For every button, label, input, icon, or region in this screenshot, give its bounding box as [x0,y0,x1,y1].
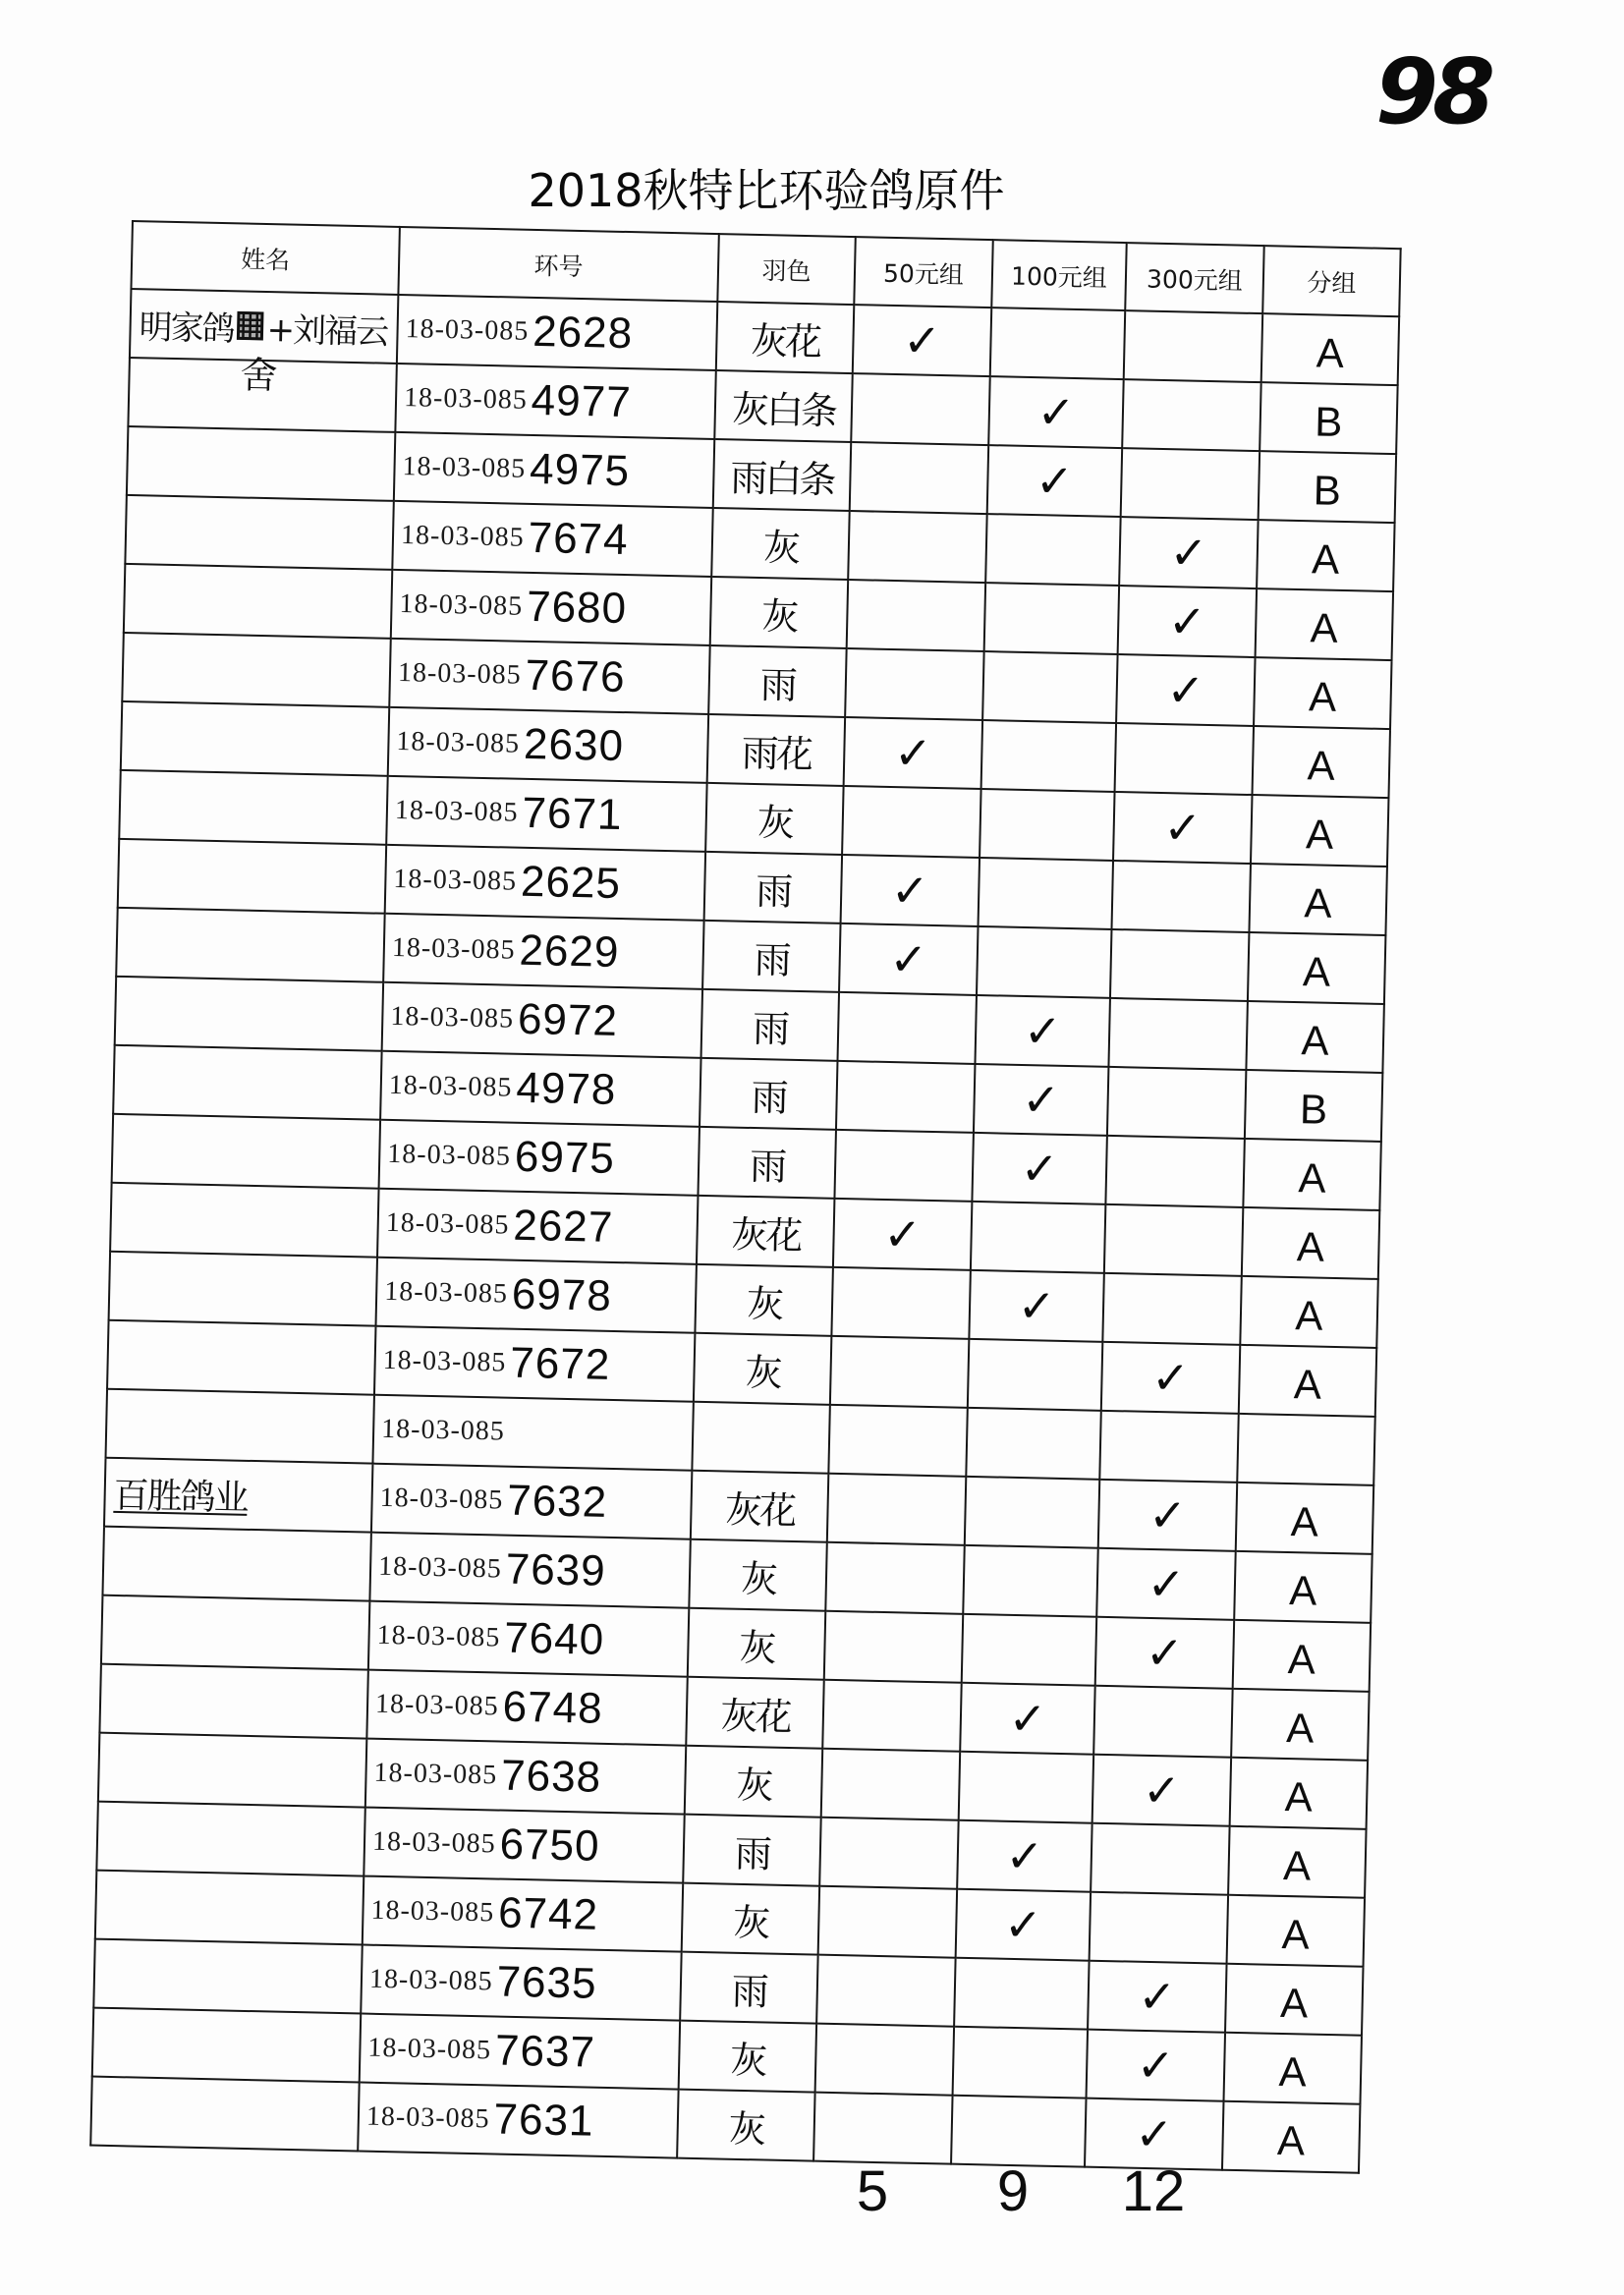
feather-color-cell: 雨 [683,1815,820,1886]
ring-prefix: 18-03-085 [400,520,526,553]
feather-color-cell: 雨 [698,1127,835,1199]
division-cell: A [1223,2033,1361,2104]
owner-name [113,1116,379,1187]
ring-number: 7638 [500,1751,602,1802]
ring-cell [394,432,714,508]
ring-prefix: 18-03-085 [365,2100,490,2135]
ring-prefix: 18-03-085 [382,1344,507,1378]
owner-name [96,1873,363,1943]
ring-cell [392,501,712,577]
feather-color-cell: 雨花 [707,714,845,786]
division-cell: A [1236,1483,1373,1554]
ring-cell [388,707,708,783]
check-300-cell: ✓ [1098,1480,1237,1551]
header-group-100: 100元组 [991,240,1126,310]
header-group-300: 300元组 [1125,243,1263,313]
check-100-cell: ✓ [987,445,1122,517]
feather-color-cell: 雨白条 [713,439,851,511]
feather-color-cell: 灰 [705,783,843,855]
page-number: 98 [1375,39,1490,144]
feather-color-cell: 灰 [682,1883,819,1955]
check-300-cell: ✓ [1092,1755,1231,1826]
check-50-cell [850,442,988,514]
ring-cell [371,1464,692,1539]
check-300-cell: ✓ [1119,517,1258,588]
check-50-cell [827,1474,966,1545]
division-cell [1237,1414,1374,1485]
ring-prefix: 18-03-085 [402,451,527,484]
ring-prefix: 18-03-085 [379,1482,504,1516]
owner-cell [93,1939,362,2014]
total-100: 9 [996,2159,1030,2223]
check-100-cell: ✓ [972,1133,1106,1204]
ring-number: 7674 [528,513,630,565]
ring-verification-table [89,220,1401,2174]
division-cell: A [1230,1758,1368,1829]
ring-number: 6742 [497,1888,599,1939]
feather-color-cell: 雨 [701,989,839,1061]
owner-cell [122,633,390,707]
ring-number [508,1408,509,1456]
header-division: 分组 [1262,246,1400,316]
check-50-cell [828,1405,967,1477]
check-100-cell [971,1202,1105,1273]
division-cell: A [1248,932,1385,1004]
ring-number: 7637 [494,2026,596,2077]
feather-color-cell: 灰 [694,1333,831,1405]
table-body [90,289,1399,2173]
ring-prefix: 18-03-085 [394,794,519,828]
check-300-cell [1122,379,1260,451]
owner-name-text: 明家鸽 [139,307,235,349]
owner-name [102,1597,368,1668]
owner-name [120,772,386,843]
owner-name [131,291,397,398]
ring-cell [369,1533,690,1608]
division-cell: A [1231,1689,1369,1761]
check-50-cell: ✓ [839,924,978,995]
ring-cell [380,1051,700,1127]
ring-prefix: 18-03-085 [403,382,529,416]
ring-cell [363,1876,683,1952]
ring-cell [389,639,709,714]
check-100-cell: ✓ [988,376,1123,448]
check-100-cell [965,1477,1099,1548]
division-cell: A [1256,588,1393,660]
check-300-cell: ✓ [1096,1548,1235,1620]
feather-color-cell: 灰花 [697,1196,834,1267]
ring-prefix: 18-03-085 [386,1138,512,1172]
check-300-cell: ✓ [1095,1617,1234,1689]
ring-number: 7640 [503,1613,605,1664]
feather-color-cell [692,1402,829,1474]
ring-number: 7635 [496,1957,598,2008]
owner-name [104,1529,370,1599]
ring-number: 7631 [493,2095,594,2146]
check-100-cell [954,1958,1089,2030]
ring-cell [382,982,702,1058]
feather-color-cell: 雨 [680,1952,817,2024]
division-cell: B [1245,1070,1382,1142]
check-50-cell [818,1886,957,1958]
check-100-cell [980,789,1114,861]
check-100-cell [990,308,1125,379]
division-cell: A [1243,1139,1380,1210]
check-50-cell [842,786,980,858]
feather-color-cell: 雨 [708,645,846,717]
check-50-cell [845,648,983,720]
ring-cell [383,914,703,989]
ring-prefix: 18-03-085 [397,657,522,691]
check-50-cell [847,580,985,651]
check-50-cell [824,1611,963,1683]
division-cell: A [1261,313,1399,385]
ring-number: 7639 [505,1544,607,1595]
division-cell: A [1240,1276,1377,1348]
owner-name [105,1460,371,1531]
ring-prefix: 18-03-085 [376,1619,501,1653]
ring-cell [368,1601,689,1677]
ring-number: 2629 [519,925,620,978]
check-300-cell [1121,448,1260,520]
check-100-cell [984,583,1119,654]
check-300-cell [1104,1204,1243,1276]
header-feather-color: 羽色 [717,234,855,305]
owner-name [119,841,385,912]
check-100-cell: ✓ [957,1820,1092,1892]
check-50-cell [848,511,986,583]
owner-cell [113,1045,381,1120]
owner-name [122,703,388,774]
check-300-cell [1090,1892,1228,1964]
division-cell: A [1251,795,1388,867]
check-100-cell: ✓ [956,1889,1091,1961]
ring-prefix: 18-03-085 [368,1963,493,1997]
owner-cell [96,1802,364,1876]
check-50-cell [825,1542,964,1614]
check-50-cell [851,373,989,445]
ring-number: 2627 [512,1201,614,1252]
division-cell: A [1234,1551,1372,1623]
owner-cell [92,2008,361,2083]
check-300-cell [1108,998,1247,1070]
division-cell: A [1233,1620,1371,1692]
ring-cell [379,1120,700,1196]
ring-prefix: 18-03-085 [370,1894,495,1929]
check-50-cell [819,1818,958,1889]
check-300-cell: ✓ [1113,792,1252,864]
ring-number: 2625 [520,857,622,909]
feather-color-cell: 灰 [711,508,849,580]
owner-cell [95,1871,364,1945]
ring-prefix: 18-03-085 [388,1069,513,1103]
ring-number: 6748 [502,1682,604,1733]
feather-color-cell: 雨 [702,921,840,992]
ring-number: 7676 [525,650,627,702]
check-50-cell [821,1749,960,1820]
feather-color-cell: 灰 [685,1746,822,1818]
check-300-cell: ✓ [1085,2099,1223,2170]
check-50-cell: ✓ [844,717,982,789]
division-cell: A [1239,1345,1376,1417]
check-50-cell [836,1061,975,1133]
check-300-cell [1124,310,1262,382]
header-owner: 姓名 [131,221,399,295]
owner-cell [99,1664,367,1739]
owner-cell [124,564,392,639]
check-300-cell: ✓ [1087,2030,1225,2101]
owner-cell [107,1320,375,1395]
feather-color-cell: 灰 [677,2090,814,2161]
division-cell: A [1253,726,1390,798]
ring-cell [376,1258,697,1333]
owner-name [126,497,392,568]
header-group-50: 50元组 [854,237,992,308]
check-300-cell [1099,1411,1238,1483]
check-100-cell [953,2027,1088,2099]
division-cell: A [1257,520,1394,591]
check-300-cell [1115,723,1254,795]
owner-cell [110,1183,378,1258]
owner-name-text: 百胜鸽业 [113,1475,249,1519]
feather-color-cell: 灰花 [716,302,854,373]
check-50-cell [831,1267,970,1339]
ring-prefix: 18-03-085 [373,1757,498,1791]
owner-name [93,2010,360,2081]
owner-name [128,428,394,499]
ring-number: 2628 [532,307,634,359]
feather-color-cell: 雨 [700,1058,837,1130]
owner-cell [118,839,386,914]
owner-cell [115,977,383,1051]
check-100-cell: ✓ [960,1683,1094,1755]
ring-cell [377,1189,698,1264]
check-100-cell: ✓ [969,1270,1103,1342]
check-300-cell: ✓ [1101,1342,1240,1414]
division-cell: A [1242,1207,1379,1279]
owner-name [125,566,391,637]
check-300-cell [1093,1686,1232,1758]
ring-number: 6750 [499,1819,601,1871]
owner-name [114,1047,380,1118]
form-sheet [89,220,1399,2174]
ring-cell [385,845,705,921]
ring-cell [397,295,717,370]
owner-cell [130,289,398,398]
check-100-cell [959,1752,1093,1823]
ring-cell [364,1808,684,1883]
ring-number: 4977 [531,375,633,427]
check-100-cell: ✓ [974,1064,1108,1136]
division-cell: A [1249,864,1386,935]
owner-cell [125,495,393,570]
check-100-cell: ✓ [975,995,1109,1067]
owner-cell [106,1389,374,1464]
strikeout-mark [234,308,266,344]
ring-prefix: 18-03-085 [371,1825,497,1860]
feather-color-cell: 灰花 [686,1677,823,1749]
ring-prefix: 18-03-085 [367,2032,492,2066]
owner-name [97,1804,364,1875]
owner-cell [127,426,395,501]
ring-cell [391,570,711,645]
check-100-cell [962,1614,1096,1686]
ring-number: 6972 [517,994,619,1045]
division-cell: A [1228,1826,1366,1898]
owner-name [123,635,389,705]
owner-cell [112,1114,380,1189]
ring-number: 6978 [511,1269,613,1320]
ring-cell [374,1326,695,1402]
check-300-cell [1110,929,1249,1001]
division-cell: A [1246,1001,1383,1073]
owner-cell [101,1595,369,1670]
check-50-cell: ✓ [853,305,991,376]
check-100-cell [968,1339,1102,1411]
owner-cell [109,1252,377,1326]
ring-number: 7671 [522,788,623,840]
division-cell: A [1222,2101,1360,2173]
owner-name [100,1666,366,1737]
check-100-cell [963,1545,1097,1617]
owner-cell [104,1458,372,1533]
check-50-cell [815,2024,954,2096]
feather-color-cell: 灰 [679,2021,816,2093]
total-50: 5 [856,2159,889,2223]
check-50-cell: ✓ [841,855,980,926]
ring-cell [361,1945,681,2021]
feather-color-cell: 灰白条 [714,370,852,442]
feather-color-cell: 灰 [688,1608,825,1680]
ring-prefix: 18-03-085 [391,931,516,966]
ring-prefix: 18-03-085 [377,1550,503,1585]
check-50-cell [816,1955,955,2027]
check-300-cell [1111,861,1250,932]
feather-color-cell: 灰 [695,1264,832,1336]
owner-name [111,1185,377,1256]
ring-number: 7632 [506,1476,608,1527]
feather-color-cell: 灰 [710,577,848,648]
owner-name [108,1322,374,1393]
ring-cell [372,1395,693,1471]
owner-name [91,2079,358,2150]
ring-number: 4975 [529,444,631,496]
ring-prefix: 18-03-085 [393,863,518,897]
owner-name [94,1941,361,2012]
ring-prefix: 18-03-085 [390,1000,515,1035]
ring-prefix: 18-03-085 [385,1206,510,1241]
feather-color-cell: 灰 [689,1539,826,1611]
division-cell: B [1259,451,1396,523]
check-100-cell [977,926,1111,998]
check-300-cell [1102,1273,1241,1345]
ring-prefix: 18-03-085 [405,313,530,347]
owner-name [99,1735,365,1806]
ring-number: 7680 [526,582,628,634]
ring-prefix: 18-03-085 [396,726,521,759]
division-cell: A [1227,1895,1365,1967]
co-owner-name-text: +刘福云 [266,309,388,353]
owner-name [110,1254,376,1324]
document-title: 2018秋特比环验鸽原件 [528,164,1005,217]
check-100-cell [982,651,1117,723]
feather-color-cell: 雨 [704,852,842,924]
division-cell: A [1225,1964,1363,2036]
owner-cell [90,2077,359,2152]
check-100-cell [985,514,1120,586]
owner-cell [116,908,384,982]
check-300-cell [1105,1136,1244,1207]
check-300-cell: ✓ [1116,654,1255,726]
check-100-cell [981,720,1116,792]
owner-cell [98,1733,366,1808]
division-cell: B [1260,382,1397,454]
check-100-cell [951,2096,1086,2167]
ring-cell [395,364,715,439]
ring-cell [358,2083,678,2158]
check-50-cell [822,1680,961,1752]
check-300-cell: ✓ [1088,1961,1226,2033]
ring-cell [365,1739,686,1815]
ring-cell [386,776,706,852]
check-50-cell [834,1130,973,1202]
owner-name [107,1391,373,1462]
check-100-cell [966,1408,1100,1480]
ring-number: 7672 [509,1338,611,1389]
owner-cell [119,770,387,845]
ring-prefix: 18-03-085 [380,1413,506,1447]
check-50-cell [813,2093,952,2164]
ring-number: 4978 [515,1063,617,1114]
owner-name-continuation: 舍 [240,353,279,398]
ring-cell [360,2014,680,2090]
owner-cell [121,701,389,776]
division-cell: A [1254,657,1391,729]
check-300-cell: ✓ [1118,586,1257,657]
check-300-cell [1091,1823,1229,1895]
owner-cell [102,1527,370,1601]
check-300-cell [1107,1067,1246,1139]
header-ring-number: 环号 [398,227,718,302]
ring-prefix: 18-03-085 [374,1688,500,1722]
ring-cell [366,1670,687,1746]
ring-prefix: 18-03-085 [399,588,524,622]
ring-number: 2630 [523,719,625,771]
check-100-cell [979,858,1113,929]
feather-color-cell: 灰花 [691,1471,828,1542]
total-300: 12 [1121,2159,1186,2223]
owner-name [117,910,383,980]
check-50-cell [838,992,977,1064]
check-50-cell: ✓ [833,1199,972,1270]
owner-name [116,979,382,1049]
ring-number: 6975 [514,1132,616,1183]
ring-prefix: 18-03-085 [383,1275,509,1310]
check-50-cell [830,1336,969,1408]
